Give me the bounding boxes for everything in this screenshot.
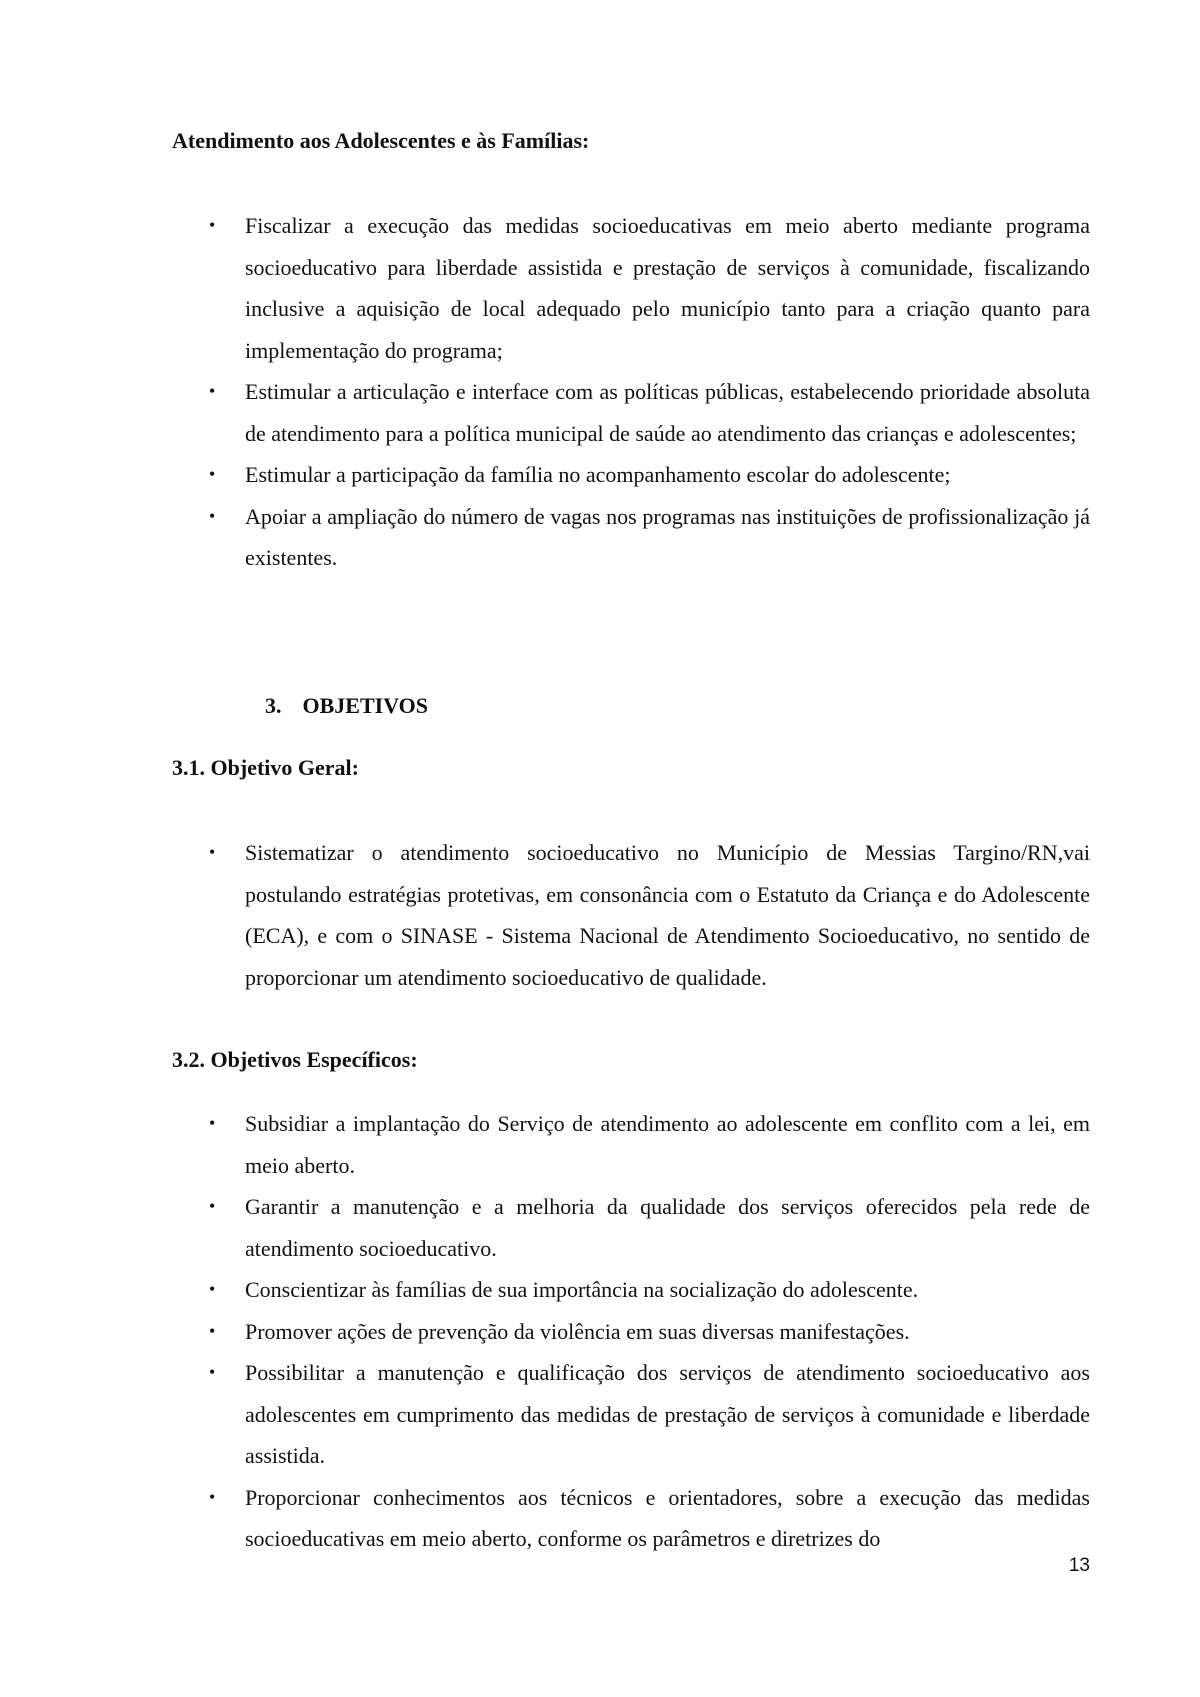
section-title-text: OBJETIVOS xyxy=(302,693,428,718)
list-item-text: Proporcionar conhecimentos aos técnicos e orientadores, sobre a execução das medidas socioeducativas em meio aberto, conforme os parâmetros e diretrizes do xyxy=(245,1484,1090,1551)
list-item xyxy=(205,371,1090,454)
list-item-text: Promover ações de prevenção da violência em suas diversas manifestações. xyxy=(245,1318,910,1344)
list-item xyxy=(205,1269,1090,1311)
list-item xyxy=(205,1186,1090,1269)
list-item xyxy=(205,1477,1090,1560)
bullet-icon: • xyxy=(209,1279,216,1299)
list-item-text: Subsidiar a implantação do Serviço de atendimento ao adolescente em conflito com a lei, em meio aberto. xyxy=(245,1111,1090,1178)
bullet-icon: • xyxy=(209,1486,216,1507)
bullet-icon: • xyxy=(209,842,216,862)
list-item-text: Possibilitar a manutenção e qualificação dos serviços de atendimento socioeducativo aos adolescentes em cumprimento das medidas de prestação de serviços à comunidade e liberdade assistida. xyxy=(245,1360,1090,1468)
list-item xyxy=(205,1311,1090,1353)
list-item-text: Conscientizar às famílias de sua importância na socialização do adolescente. xyxy=(245,1277,919,1302)
list-item xyxy=(205,832,1090,998)
bullet-icon: • xyxy=(209,381,216,401)
list-atendimento xyxy=(205,205,1090,579)
bullet-icon: • xyxy=(209,464,216,484)
list-item-text: Apoiar a ampliação do número de vagas nos programas nas instituições de profissionalização já existentes. xyxy=(245,503,1090,570)
list-item-text: Estimular a participação da família no acompanhamento escolar do adolescente; xyxy=(245,462,951,487)
bullet-icon: • xyxy=(209,1196,216,1216)
section-title xyxy=(265,693,428,719)
list-item xyxy=(205,454,1090,496)
list-item-text: Sistematizar o atendimento socioeducativo no Município de Messias Targino/RN,vai postulando estratégias protetivas, em consonância com o Estatuto da Criança e do Adolescente (ECA), e com o SINASE - Sistema Nacional de Atendimento Socioeducativo, no sentido de proporcionar um atendimento socioeducativo de qualidade. xyxy=(245,840,1090,990)
heading-objetivo-geral: 3.1. Objetivo Geral: xyxy=(172,755,359,780)
list-item-text: Fiscalizar a execução das medidas socioeducativas em meio aberto mediante programa socioeducativo para liberdade assistida e prestação de serviços à comunidade, fiscalizando inclusive a aquisição de local adequado pelo município tanto para a criação quanto para implementação do programa; xyxy=(245,213,1090,363)
list-item xyxy=(205,496,1090,579)
bullet-icon: • xyxy=(209,1320,216,1341)
section-number: 3. xyxy=(265,693,282,718)
list-item-text: Garantir a manutenção e a melhoria da qualidade dos serviços oferecidos pela rede de atendimento socioeducativo. xyxy=(245,1194,1090,1261)
list-item xyxy=(205,1352,1090,1477)
list-item xyxy=(205,1103,1090,1186)
bullet-icon: • xyxy=(209,215,216,235)
bullet-icon: • xyxy=(209,1362,216,1382)
bullet-icon: • xyxy=(209,1113,216,1133)
heading-atendimento: Atendimento aos Adolescentes e às Famílias: xyxy=(172,128,590,153)
list-item-text: Estimular a articulação e interface com as políticas públicas, estabelecendo prioridade absoluta de atendimento para a política municipal de saúde ao atendimento das crianças e adolescentes; xyxy=(245,379,1090,446)
bullet-icon: • xyxy=(209,505,216,526)
page-number: 13 xyxy=(1068,1555,1090,1576)
list-objetivos-especificos xyxy=(205,1103,1090,1560)
list-item xyxy=(205,205,1090,371)
list-objetivo-geral xyxy=(205,832,1090,998)
heading-objetivos-especificos: 3.2. Objetivos Específicos: xyxy=(172,1047,418,1072)
